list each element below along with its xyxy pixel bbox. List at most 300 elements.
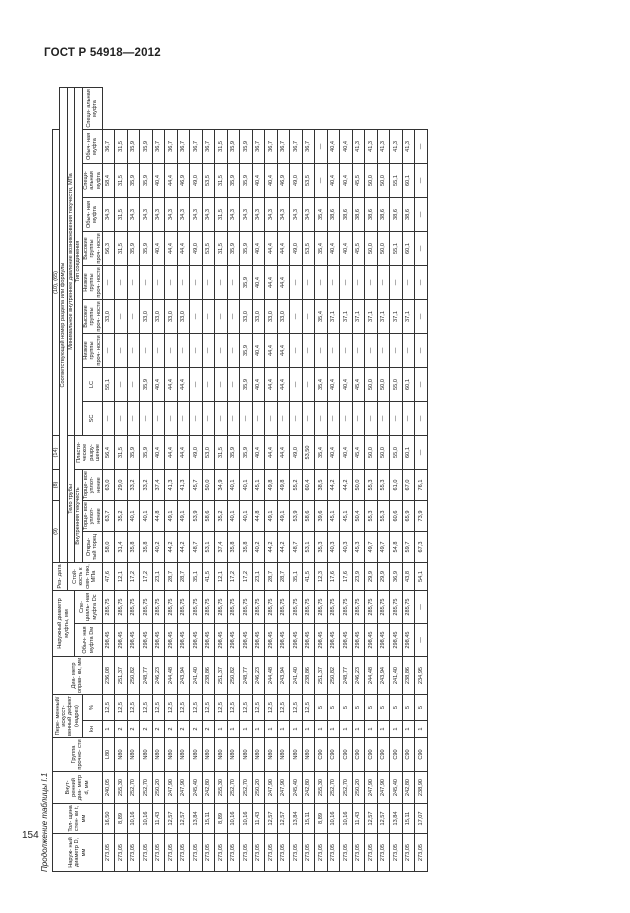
table-cell: 36,7 <box>165 129 178 163</box>
table-cell: — <box>315 129 328 163</box>
table-cell: 242,80 <box>402 772 415 804</box>
table-cell: 35,9 <box>127 129 140 163</box>
table-cell: 55,2 <box>290 470 303 501</box>
table-cell: — <box>352 266 365 300</box>
col-sc: SC <box>82 402 102 436</box>
table-cell: 285,75 <box>165 591 178 624</box>
table-cell: 44,2 <box>327 470 340 501</box>
table-cell: 35,4 <box>315 436 328 470</box>
col-plastic-failure: Пласти- ческое разру- шение <box>75 436 103 470</box>
table-cell: 41,3 <box>177 470 190 501</box>
table-cell: 10,16 <box>327 804 340 834</box>
table-cell: 58,0 <box>102 532 115 563</box>
table-cell: 285,75 <box>365 591 378 624</box>
table-cell: — <box>402 334 415 368</box>
table-cell: 44,4 <box>277 436 290 470</box>
table-cell: 285,75 <box>402 591 415 624</box>
table-cell: N80 <box>190 738 203 772</box>
table-cell: 40,4 <box>340 368 353 402</box>
table-cell: 44,2 <box>340 470 353 501</box>
table-cell: 63,7 <box>102 501 115 532</box>
table-cell: 243,94 <box>277 657 290 695</box>
table-cell: — <box>140 334 153 368</box>
table-cell: — <box>215 334 228 368</box>
table-cell: 8,89 <box>315 804 328 834</box>
table-cell: 54,8 <box>390 532 403 563</box>
table-cell: 12,5 <box>177 695 190 721</box>
table-cell: — <box>415 624 428 657</box>
table-row <box>265 88 278 872</box>
table-cell: — <box>365 266 378 300</box>
table-row <box>252 88 265 872</box>
table-cell: 73,9 <box>415 501 428 532</box>
table-cell: 49,8 <box>277 470 290 501</box>
col-lc: LC <box>82 368 102 402</box>
table-cell: 50,0 <box>377 164 390 198</box>
table-cell: 273,05 <box>140 834 153 872</box>
table-cell: 35,9 <box>240 368 253 402</box>
table-cell: 250,20 <box>252 772 265 804</box>
table-cell: — <box>352 334 365 368</box>
table-cell: — <box>340 334 353 368</box>
table-cell: 12,5 <box>290 695 303 721</box>
table-cell: 37,1 <box>340 300 353 334</box>
ref-9: (9) <box>53 501 60 563</box>
table-row <box>190 88 203 872</box>
table-cell: 10,16 <box>127 804 140 834</box>
table-cell: 46,9 <box>177 164 190 198</box>
table-cell: 35,9 <box>140 164 153 198</box>
table-cell: 41,3 <box>390 129 403 163</box>
col-wall-thickness: Тол- щина стен- ки t, мм <box>53 804 103 834</box>
table-cell: 36,7 <box>152 129 165 163</box>
table-cell: 1 <box>215 721 228 738</box>
table-cell: 35,9 <box>240 334 253 368</box>
table-cell: N80 <box>202 738 215 772</box>
table-cell: N80 <box>252 738 265 772</box>
table-cell: 1 <box>327 721 340 738</box>
table-cell: 40,4 <box>340 164 353 198</box>
table-cell: 15,11 <box>202 804 215 834</box>
table-cell: — <box>302 266 315 300</box>
table-cell: 38,6 <box>327 198 340 232</box>
table-cell: 298,45 <box>252 624 265 657</box>
table-cell: 53,50 <box>302 436 315 470</box>
table-cell: 244,48 <box>265 657 278 695</box>
table-cell: 55,1 <box>102 368 115 402</box>
table-cell: — <box>365 334 378 368</box>
table-cell: — <box>115 368 128 402</box>
table-cell: — <box>140 266 153 300</box>
table-cell: 33,0 <box>165 300 178 334</box>
table-row <box>102 88 115 872</box>
table-cell: 298,45 <box>140 624 153 657</box>
table-cell: 53,5 <box>202 232 215 266</box>
table-cell: 12,5 <box>202 695 215 721</box>
table-cell: 1 <box>302 721 315 738</box>
table-cell: 45,4 <box>352 368 365 402</box>
col-open-end: Откры- тый торец <box>82 532 102 563</box>
table-cell: 1 <box>277 721 290 738</box>
table-cell: 35,8 <box>140 532 153 563</box>
table-cell: 40,1 <box>240 470 253 501</box>
table-cell: 23,1 <box>152 563 165 591</box>
table-cell: 12,5 <box>215 695 228 721</box>
table-cell: 298,45 <box>115 624 128 657</box>
table-cell: 298,45 <box>327 624 340 657</box>
table-cell: 45,7 <box>190 470 203 501</box>
table-cell: 58,4 <box>102 164 115 198</box>
table-cell: 40,4 <box>152 368 165 402</box>
table-cell: 273,05 <box>390 834 403 872</box>
col-otg-special: Специ- альная муфта <box>82 88 102 130</box>
table-cell: 5 <box>402 695 415 721</box>
table-cell: 35,9 <box>240 436 253 470</box>
table-cell: 34,3 <box>127 198 140 232</box>
table-cell: 35,9 <box>140 436 153 470</box>
table-cell: 273,05 <box>290 834 303 872</box>
table-cell: 34,3 <box>102 198 115 232</box>
table-cell: — <box>202 334 215 368</box>
table-cell: — <box>115 334 128 368</box>
table-cell: 273,05 <box>177 834 190 872</box>
table-cell: — <box>227 368 240 402</box>
table-cell: 35,8 <box>240 532 253 563</box>
table-cell: 31,5 <box>215 232 228 266</box>
table-cell: 298,45 <box>277 624 290 657</box>
table-cell: 41,3 <box>352 129 365 163</box>
table-cell: 50,0 <box>365 436 378 470</box>
table-cell: 49,1 <box>265 501 278 532</box>
table-cell: 298,45 <box>190 624 203 657</box>
table-cell: 15,11 <box>402 804 415 834</box>
table-cell: 2 <box>140 721 153 738</box>
table-cell: 37,1 <box>390 300 403 334</box>
table-row <box>340 88 353 872</box>
table-row <box>165 88 178 872</box>
table-cell: C90 <box>390 738 403 772</box>
table-row <box>327 88 340 872</box>
table-cell: C90 <box>402 738 415 772</box>
table-cell: 40,4 <box>152 164 165 198</box>
table-cell: 245,40 <box>390 772 403 804</box>
inner-yield-header: Внутренняя текучесть <box>75 470 82 563</box>
table-cell: N80 <box>277 738 290 772</box>
table-cell: 44,4 <box>265 334 278 368</box>
data-table <box>52 87 428 872</box>
col-otg-regular: Обыч- ная муфта <box>82 129 102 163</box>
table-cell: 50,0 <box>202 470 215 501</box>
table-cell: — <box>415 368 428 402</box>
table-cell: 33,2 <box>127 470 140 501</box>
table-cell: 12,5 <box>127 695 140 721</box>
table-cell: 285,75 <box>240 591 253 624</box>
table-cell: 61,0 <box>390 470 403 501</box>
table-cell: — <box>177 402 190 436</box>
table-cell: 35,9 <box>127 164 140 198</box>
table-cell: 255,30 <box>115 772 128 804</box>
table-cell: 243,94 <box>177 657 190 695</box>
table-cell: 35,2 <box>115 501 128 532</box>
table-row <box>277 88 290 872</box>
table-cell: 5 <box>377 695 390 721</box>
table-cell: 17,6 <box>340 563 353 591</box>
table-cell: 49,1 <box>277 501 290 532</box>
table-cell: 35,2 <box>215 501 228 532</box>
table-cell: — <box>415 198 428 232</box>
table-cell: 31,5 <box>215 129 228 163</box>
table-cell: 12,57 <box>377 804 390 834</box>
table-cell: 40,1 <box>227 470 240 501</box>
table-cell: 5 <box>415 695 428 721</box>
table-cell: N80 <box>240 738 253 772</box>
col-buttress-special-high: Высокие группы проч- ности <box>82 233 102 264</box>
table-cell: C90 <box>415 738 428 772</box>
table-cell: 2 <box>165 721 178 738</box>
table-cell: 53,1 <box>302 532 315 563</box>
table-cell: 16,50 <box>102 804 115 834</box>
table-cell: 298,45 <box>402 624 415 657</box>
table-cell: — <box>202 402 215 436</box>
table-cell: 250,20 <box>152 772 165 804</box>
table-cell: — <box>102 402 115 436</box>
table-cell: 241,40 <box>290 657 303 695</box>
table-cell: — <box>152 334 165 368</box>
table-cell: 55,3 <box>365 501 378 532</box>
table-cell: 1 <box>102 721 115 738</box>
table-cell: 273,05 <box>202 834 215 872</box>
table-cell: 1 <box>415 721 428 738</box>
table-row <box>215 88 228 872</box>
table-cell: 45,1 <box>252 470 265 501</box>
table-cell: — <box>415 232 428 266</box>
table-cell: 44,4 <box>165 232 178 266</box>
table-cell: 255,30 <box>215 772 228 804</box>
table-cell: 34,3 <box>190 198 203 232</box>
standard-header: ГОСТ Р 54918—2012 <box>44 47 161 59</box>
table-cell: — <box>290 266 303 300</box>
table-cell: 15,11 <box>302 804 315 834</box>
table-cell: — <box>315 164 328 198</box>
table-cell: 298,45 <box>377 624 390 657</box>
table-cell: 234,95 <box>415 657 428 695</box>
table-cell: 12,5 <box>265 695 278 721</box>
table-cell: 49,1 <box>177 501 190 532</box>
table-cell: — <box>190 402 203 436</box>
table-cell: 33,0 <box>240 300 253 334</box>
table-cell: 49,1 <box>165 501 178 532</box>
table-cell: 238,86 <box>402 657 415 695</box>
table-cell: 45,3 <box>352 532 365 563</box>
table-cell: 2 <box>202 721 215 738</box>
table-cell: 38,6 <box>402 198 415 232</box>
col-buttress-low: Низкие группы проч- ности <box>82 335 102 366</box>
table-cell: 28,7 <box>265 563 278 591</box>
table-cell: 298,45 <box>240 624 253 657</box>
table-cell: 273,05 <box>190 834 203 872</box>
table-cell: 12,5 <box>140 695 153 721</box>
table-cell: 12,5 <box>115 695 128 721</box>
table-cell: 56,3 <box>102 232 115 266</box>
table-cell: — <box>127 334 140 368</box>
table-cell: 273,05 <box>277 834 290 872</box>
table-cell: 247,90 <box>177 772 190 804</box>
col-inner-diameter: Внут- ренний диа- метр d, мм <box>53 772 103 804</box>
table-cell: — <box>240 402 253 436</box>
table-cell: 53,5 <box>302 232 315 266</box>
table-cell: 35,9 <box>240 266 253 300</box>
table-cell: — <box>390 266 403 300</box>
table-cell: 17,6 <box>327 563 340 591</box>
table-cell: 35,4 <box>315 368 328 402</box>
table-cell: 285,75 <box>227 591 240 624</box>
table-cell: — <box>377 334 390 368</box>
table-cell: 5 <box>390 695 403 721</box>
table-cell: 45,5 <box>352 164 365 198</box>
table-cell: N80 <box>290 738 303 772</box>
table-cell: 49,8 <box>265 470 278 501</box>
table-cell: 12,5 <box>152 695 165 721</box>
table-cell: — <box>215 368 228 402</box>
table-cell: N80 <box>215 738 228 772</box>
table-cell: 35,9 <box>127 232 140 266</box>
table-cell: 2 <box>152 721 165 738</box>
table-cell: 12,5 <box>190 695 203 721</box>
table-cell: 41,3 <box>365 129 378 163</box>
table-cell: 285,75 <box>252 591 265 624</box>
table-cell: 5 <box>315 695 328 721</box>
table-cell: 11,43 <box>152 804 165 834</box>
table-cell: — <box>302 368 315 402</box>
table-cell: 10,16 <box>240 804 253 834</box>
table-cell: — <box>115 300 128 334</box>
table-cell: 31,5 <box>215 164 228 198</box>
table-cell: — <box>190 334 203 368</box>
table-cell: 12,5 <box>277 695 290 721</box>
table-cell: 49,0 <box>290 232 303 266</box>
table-cell: C90 <box>340 738 353 772</box>
table-cell: 58,6 <box>202 501 215 532</box>
table-cell: 34,3 <box>290 198 303 232</box>
table-cell: 43,8 <box>402 563 415 591</box>
table-cell: — <box>102 266 115 300</box>
table-cell: 33,0 <box>152 300 165 334</box>
table-cell: 34,3 <box>277 198 290 232</box>
table-cell: 10,16 <box>340 804 353 834</box>
table-cell: 40,3 <box>327 532 340 563</box>
table-cell: 1 <box>340 721 353 738</box>
table-cell: 53,9 <box>290 501 303 532</box>
table-cell: 49,7 <box>365 532 378 563</box>
table-cell: 285,75 <box>177 591 190 624</box>
table-cell: 40,2 <box>152 532 165 563</box>
table-cell: 255,30 <box>315 772 328 804</box>
table-cell: 48,7 <box>290 532 303 563</box>
table-cell: — <box>327 334 340 368</box>
table-cell: 273,05 <box>115 834 128 872</box>
table-cell: 285,75 <box>340 591 353 624</box>
table-cell: 31,5 <box>215 198 228 232</box>
table-cell: 29,0 <box>115 470 128 501</box>
table-cell: 37,4 <box>152 470 165 501</box>
table-cell: — <box>202 368 215 402</box>
table-cell: 23,1 <box>252 563 265 591</box>
table-cell: 65,9 <box>402 501 415 532</box>
table-cell: — <box>115 266 128 300</box>
table-cell: 285,75 <box>115 591 128 624</box>
table-cell: 23,9 <box>352 563 365 591</box>
table-cell: 273,05 <box>265 834 278 872</box>
table-cell: 242,80 <box>302 772 315 804</box>
table-cell: 40,4 <box>252 334 265 368</box>
table-cell: 298,45 <box>152 624 165 657</box>
table-cell: 5 <box>365 695 378 721</box>
table-cell: 298,45 <box>352 624 365 657</box>
table-cell: 49,0 <box>290 436 303 470</box>
table-cell: N80 <box>177 738 190 772</box>
table-cell: 44,4 <box>277 232 290 266</box>
table-cell: 10,16 <box>227 804 240 834</box>
table-cell: 36,7 <box>302 129 315 163</box>
table-cell: — <box>115 402 128 436</box>
table-cell: — <box>102 334 115 368</box>
table-cell: 1 <box>315 721 328 738</box>
table-cell: — <box>415 334 428 368</box>
table-cell: 44,2 <box>265 532 278 563</box>
table-cell: 35,4 <box>315 198 328 232</box>
table-cell: 285,75 <box>327 591 340 624</box>
table-cell: 40,4 <box>152 232 165 266</box>
table-cell: 38,6 <box>390 198 403 232</box>
table-cell: 33,2 <box>140 470 153 501</box>
table-cell: 60,1 <box>402 368 415 402</box>
table-cell: 40,4 <box>327 164 340 198</box>
table-cell: 33,0 <box>102 300 115 334</box>
table-cell: N80 <box>302 738 315 772</box>
table-cell: C90 <box>352 738 365 772</box>
table-cell: 37,1 <box>327 300 340 334</box>
table-cell: 245,40 <box>190 772 203 804</box>
table-cell: 252,70 <box>127 772 140 804</box>
table-cell: 44,4 <box>177 368 190 402</box>
table-cell: 55,3 <box>377 501 390 532</box>
table-cell: — <box>165 266 178 300</box>
col-pct: % <box>82 695 102 721</box>
table-cell: 50,0 <box>377 436 390 470</box>
table-cell: 50,0 <box>365 232 378 266</box>
table-cell: 40,4 <box>327 129 340 163</box>
table-cell: 12,5 <box>240 695 253 721</box>
table-cell: 35,9 <box>227 129 240 163</box>
table-cell: 17,2 <box>240 563 253 591</box>
table-cell: 35,3 <box>315 532 328 563</box>
table-cell: — <box>152 402 165 436</box>
table-cell: 45,1 <box>340 501 353 532</box>
table-cell: 36,7 <box>290 129 303 163</box>
table-cell: 44,4 <box>265 368 278 402</box>
table-cell: 41,5 <box>202 563 215 591</box>
table-cell: — <box>227 402 240 436</box>
table-cell: 35,4 <box>315 232 328 266</box>
table-cell: 250,82 <box>227 657 240 695</box>
table-cell: 273,05 <box>415 834 428 872</box>
table-cell: 13,84 <box>290 804 303 834</box>
table-cell: 33,0 <box>252 300 265 334</box>
table-cell: 44,4 <box>277 334 290 368</box>
table-cell: 60,1 <box>402 436 415 470</box>
table-cell: — <box>265 402 278 436</box>
table-cell: 36,7 <box>177 129 190 163</box>
